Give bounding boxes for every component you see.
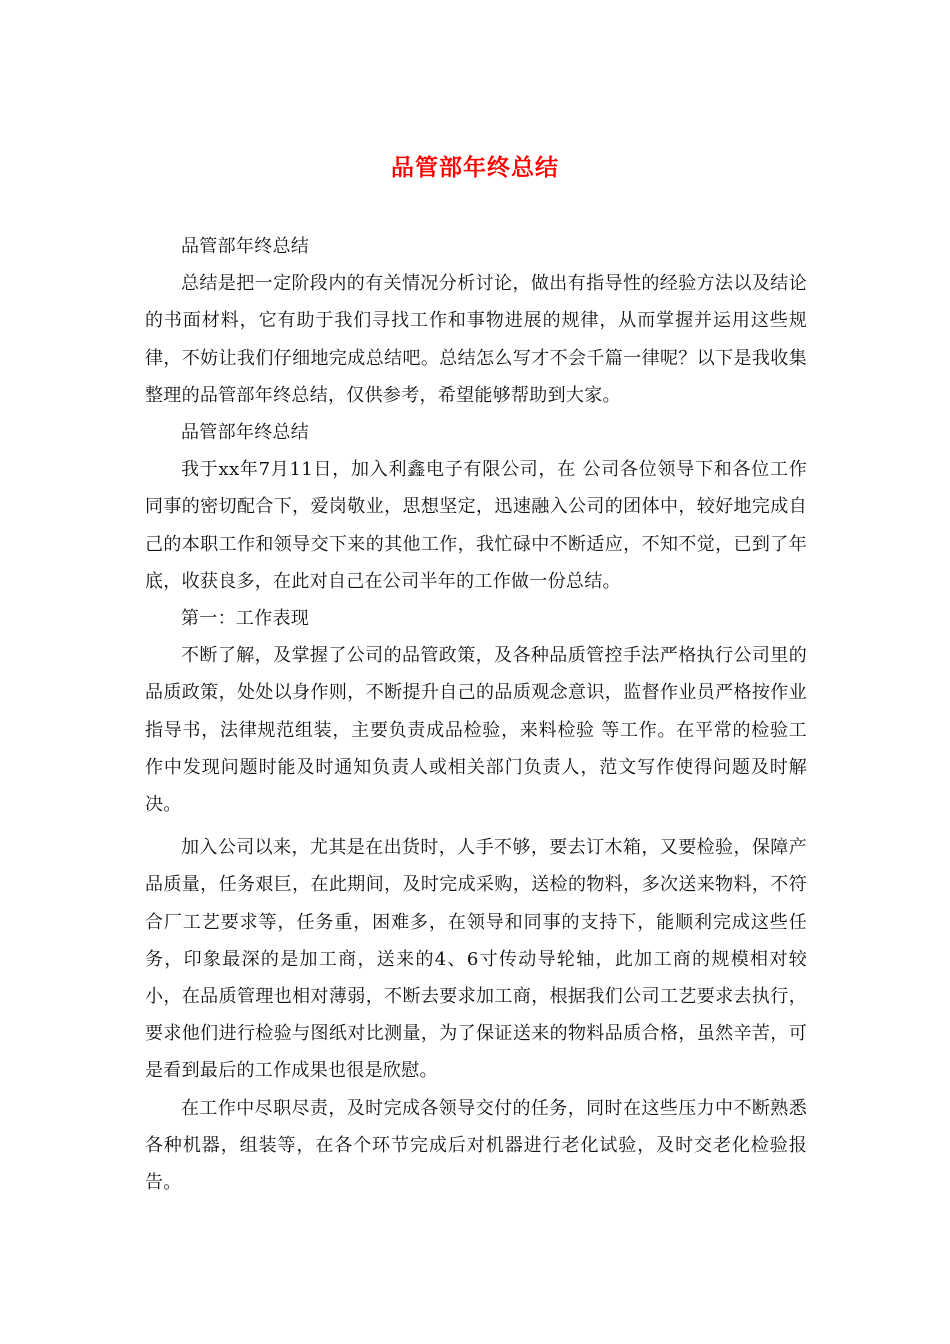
section-heading: 品管部年终总结: [181, 422, 310, 444]
body-paragraph: 加入公司以来，尤其是在出货时，人手不够，要去订木箱，又要检验，保障产品质量，任务艰巨，在此期间，及时完成采购，送检的物料，多次送来物料，不符合厂工艺要求等，任务重，困难多，在领导和同事的支持下，能顺利完成这些任务，印象最深的是加工商，送来的4、6寸传动导轮轴，此加工商的规模相对较小，在品质管理也相对薄弱，不断去要求加工商，根据我们公司工艺要求去执行，要求他们进行检验与图纸对比测量，为了保证送来的物料品质合格，虽然辛苦，可是看到最后的工作成果也很是欣慰。: [145, 837, 807, 1082]
body-paragraph: 我于xx年7月11日，加入利鑫电子有限公司，在 公司各位领导下和各位工作同事的密切配合下，爱岗敬业，思想坚定，迅速融入公司的团体中，较好地完成自己的本职工作和领导交下来的其他工作，我忙碌中不断适应，不知不觉，已到了年底，收获良多，在此对自己在公司半年的工作做一份总结。: [145, 459, 807, 592]
body-paragraph: 不断了解，及掌握了公司的品管政策，及各种品质管控手法严格执行公司里的品质政策，处处以身作则，不断提升自己的品质观念意识，监督作业员严格按作业指导书，法律规范组装，主要负责成品检验，来料检验 等工作。在平常的检验工作中发现问题时能及时通知负责人或相关部门负责人，范文写作使得问题及时解决。: [145, 645, 807, 816]
document-body: [145, 228, 807, 1201]
intro-paragraph: 总结是把一定阶段内的有关情况分析讨论，做出有指导性的经验方法以及结论的书面材料，它有助于我们寻找工作和事物进展的规律，从而掌握并运用这些规律，不妨让我们仔细地完成总结吧。总结怎么写才不会千篇一律呢？以下是我收集整理的品管部年终总结，仅供参考，希望能够帮助到大家。: [145, 273, 807, 406]
body-paragraph: 在工作中尽职尽责，及时完成各领导交付的任务，同时在这些压力中不断熟悉各种机器，组装等，在各个环节完成后对机器进行老化试验，及时交老化检验报告。: [145, 1097, 807, 1194]
section-heading: 第一：工作表现: [181, 608, 310, 630]
section-heading: 品管部年终总结: [181, 236, 310, 257]
document-title: 品管部年终总结: [391, 154, 559, 181]
